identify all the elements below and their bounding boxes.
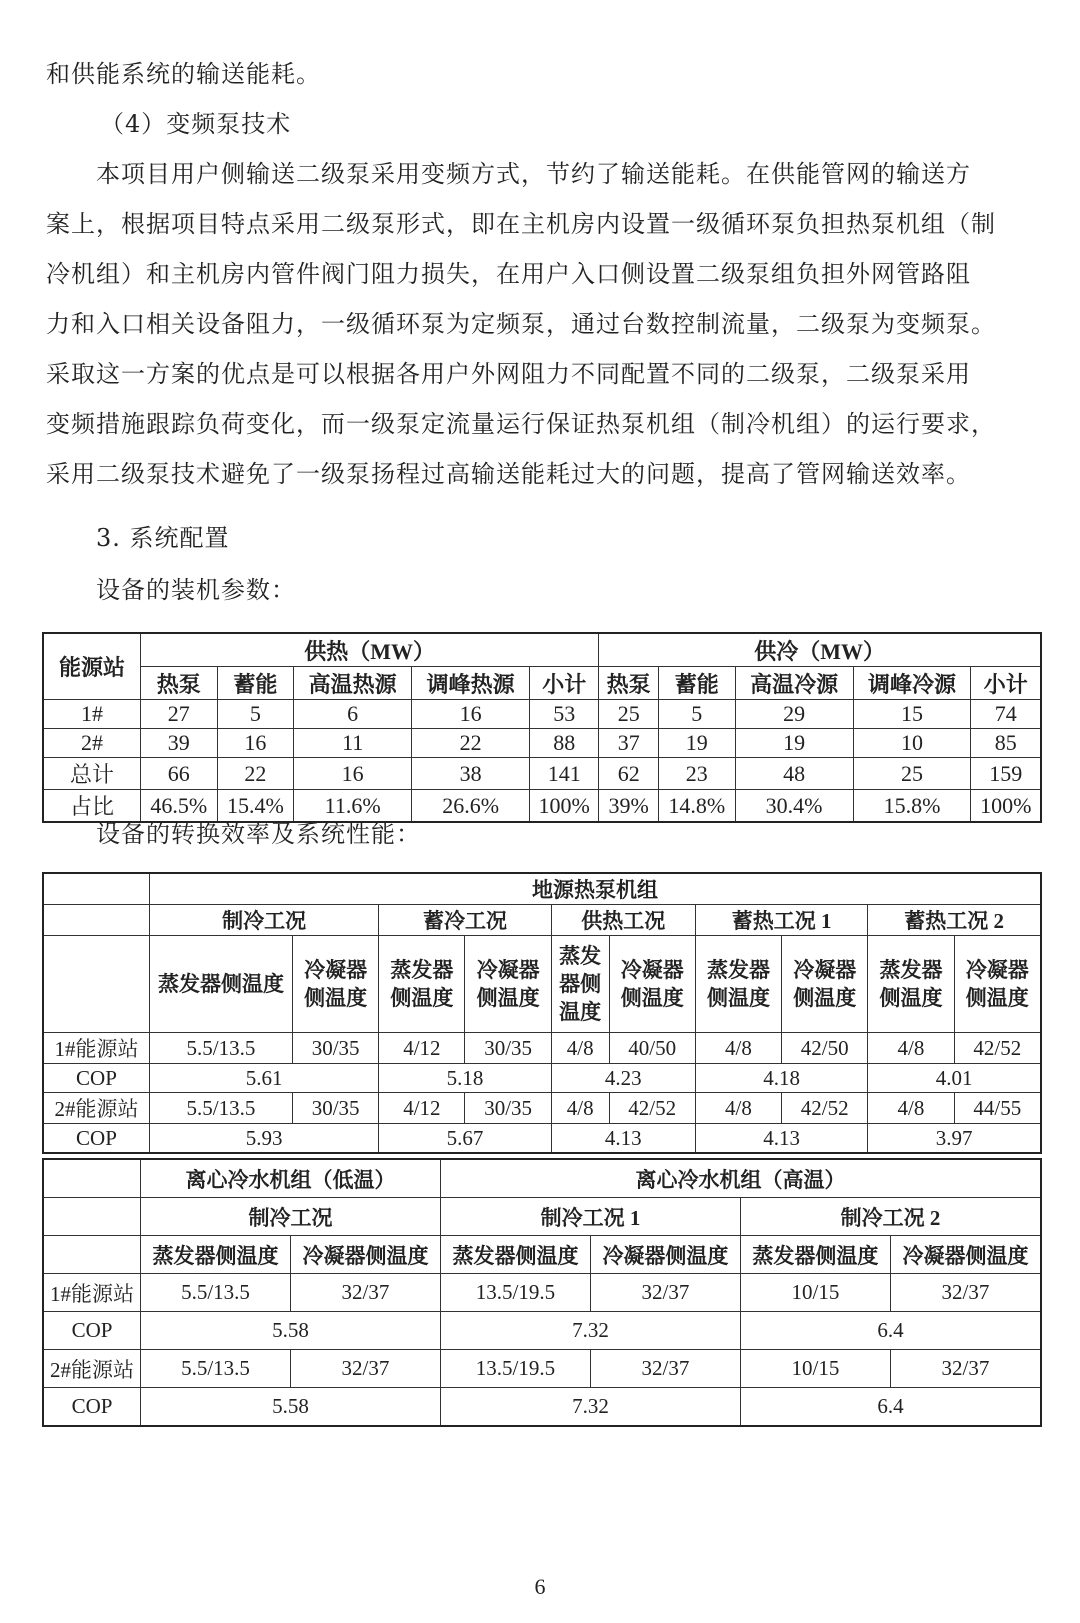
section-heading: （4）变频泵技术 <box>100 110 292 138</box>
cell: 5 <box>217 700 294 729</box>
row-label: 2#能源站 <box>43 1093 149 1124</box>
cell: 5.5/13.5 <box>149 1093 292 1124</box>
cop-cell: 4.23 <box>551 1064 695 1093</box>
sub-header: 冷凝器侧温度 <box>782 936 868 1033</box>
section-heading: 3. 系统配置 <box>96 524 230 552</box>
row-label: COP <box>43 1064 149 1093</box>
table-row <box>43 1033 1041 1064</box>
mode-header: 制冷工况 <box>141 1198 441 1236</box>
corner-cell <box>43 873 149 905</box>
cell: 46.5% <box>141 790 218 823</box>
sub-header: 蒸发器侧温度 <box>740 1236 890 1274</box>
table-row <box>43 1312 1041 1350</box>
cell: 10/15 <box>740 1350 890 1388</box>
row-label: 1#能源站 <box>43 1274 141 1312</box>
table-row <box>43 1388 1041 1427</box>
cell: 42/52 <box>954 1033 1041 1064</box>
cell: 4/12 <box>379 1033 465 1064</box>
header-cell: 蓄能 <box>659 667 736 700</box>
cell: 159 <box>971 758 1041 790</box>
cell: 85 <box>971 729 1041 758</box>
cop-cell: 5.61 <box>149 1064 378 1093</box>
table-caption: 设备的装机参数： <box>96 576 296 604</box>
table-row <box>43 1064 1041 1093</box>
header-cell: 蓄能 <box>217 667 294 700</box>
header-heat: 供热（MW） <box>141 633 599 667</box>
cell: 42/50 <box>782 1033 868 1064</box>
sub-header: 冷凝器侧温度 <box>590 1236 740 1274</box>
group-header: 离心冷水机组（高温） <box>440 1159 1041 1198</box>
cell: 4/8 <box>551 1093 609 1124</box>
cell: 32/37 <box>590 1350 740 1388</box>
table-row <box>43 1350 1041 1388</box>
cell: 48 <box>735 758 853 790</box>
cell: 22 <box>412 729 530 758</box>
cell: 5.5/13.5 <box>141 1274 291 1312</box>
cop-cell: 5.93 <box>149 1124 378 1154</box>
cell: 141 <box>530 758 599 790</box>
paragraph-line: 案上，根据项目特点采用二级泵形式，即在主机房内设置一级循环泵负担热泵机组（制 <box>46 210 996 238</box>
cell: 4/8 <box>695 1033 781 1064</box>
cell: 32/37 <box>890 1274 1041 1312</box>
cell: 25 <box>853 758 971 790</box>
cell: 44/55 <box>954 1093 1041 1124</box>
row-label: 2#能源站 <box>43 1350 141 1388</box>
table-row <box>43 758 1041 790</box>
cell: 30/35 <box>292 1093 378 1124</box>
sub-header: 冷凝器侧温度 <box>609 936 695 1033</box>
row-label: 1#能源站 <box>43 1033 149 1064</box>
cell: 19 <box>659 729 736 758</box>
cell: 15 <box>853 700 971 729</box>
cell: 16 <box>294 758 412 790</box>
cell: 32/37 <box>890 1350 1041 1388</box>
sub-header: 冷凝器侧温度 <box>954 936 1041 1033</box>
cell: 30/35 <box>465 1093 551 1124</box>
cell: 15.8% <box>853 790 971 823</box>
cop-cell: 4.13 <box>551 1124 695 1154</box>
cell: 6 <box>294 700 412 729</box>
cell: 4/12 <box>379 1093 465 1124</box>
row-label: COP <box>43 1124 149 1154</box>
mode-header: 蓄热工况 1 <box>695 905 868 936</box>
cell: 14.8% <box>659 790 736 823</box>
cell: 74 <box>971 700 1041 729</box>
cop-cell: 5.67 <box>379 1124 552 1154</box>
sub-header: 冷凝器侧温度 <box>890 1236 1041 1274</box>
table-caption: 设备的转换效率及系统性能： <box>96 820 421 848</box>
cell: 42/52 <box>782 1093 868 1124</box>
sub-header: 冷凝器侧温度 <box>292 936 378 1033</box>
cell: 16 <box>412 700 530 729</box>
corner-cell <box>43 1159 141 1198</box>
row-label: 占比 <box>43 790 141 823</box>
centrifugal-chiller-table <box>42 1158 1042 1427</box>
cell: 30/35 <box>292 1033 378 1064</box>
cell: 13.5/19.5 <box>440 1350 590 1388</box>
paragraph-line: 采用二级泵技术避免了一级泵扬程过高输送能耗过大的问题，提高了管网输送效率。 <box>46 460 971 488</box>
cell: 26.6% <box>412 790 530 823</box>
cell: 4/8 <box>695 1093 781 1124</box>
sub-header: 蒸发器侧温度 <box>141 1236 291 1274</box>
cop-cell: 5.58 <box>141 1312 441 1350</box>
header-cell: 小计 <box>530 667 599 700</box>
cell: 11 <box>294 729 412 758</box>
cell: 5.5/13.5 <box>141 1350 291 1388</box>
cell: 10 <box>853 729 971 758</box>
sub-header: 蒸发器侧温度 <box>868 936 954 1033</box>
cell: 30.4% <box>735 790 853 823</box>
header-cell: 调峰冷源 <box>853 667 971 700</box>
mode-header: 蓄热工况 2 <box>868 905 1041 936</box>
mode-header: 供热工况 <box>551 905 695 936</box>
row-label: 2# <box>43 729 141 758</box>
cop-cell: 6.4 <box>740 1312 1041 1350</box>
cell: 30/35 <box>465 1033 551 1064</box>
sub-header: 蒸发器侧温度 <box>149 936 292 1033</box>
group-header: 地源热泵机组 <box>149 873 1041 905</box>
cell: 19 <box>735 729 853 758</box>
cell: 66 <box>141 758 218 790</box>
paragraph-line: 冷机组）和主机房内管件阀门阻力损失，在用户入口侧设置二级泵组负担外网管路阻 <box>46 260 971 288</box>
row-label: 1# <box>43 700 141 729</box>
cell: 100% <box>971 790 1041 823</box>
mode-header: 制冷工况 2 <box>740 1198 1041 1236</box>
sub-header: 冷凝器侧温度 <box>465 936 551 1033</box>
cell: 62 <box>599 758 659 790</box>
cell: 5.5/13.5 <box>149 1033 292 1064</box>
group-header: 离心冷水机组（低温） <box>141 1159 441 1198</box>
cell: 15.4% <box>217 790 294 823</box>
cell: 38 <box>412 758 530 790</box>
cell: 32/37 <box>290 1274 440 1312</box>
paragraph-line: 采取这一方案的优点是可以根据各用户外网阻力不同配置不同的二级泵，二级泵采用 <box>46 360 971 388</box>
cell: 11.6% <box>294 790 412 823</box>
cell: 23 <box>659 758 736 790</box>
cop-cell: 4.18 <box>695 1064 868 1093</box>
cell: 88 <box>530 729 599 758</box>
row-label: 总计 <box>43 758 141 790</box>
mode-header: 制冷工况 1 <box>440 1198 740 1236</box>
header-cell: 小计 <box>971 667 1041 700</box>
sub-header: 冷凝器侧温度 <box>290 1236 440 1274</box>
cell: 22 <box>217 758 294 790</box>
table-row <box>43 700 1041 729</box>
mode-header: 蓄冷工况 <box>379 905 552 936</box>
cell: 39 <box>141 729 218 758</box>
cell: 25 <box>599 700 659 729</box>
paragraph-line: 和供能系统的输送能耗。 <box>46 60 321 88</box>
cell: 16 <box>217 729 294 758</box>
cell: 4/8 <box>551 1033 609 1064</box>
cell: 32/37 <box>290 1350 440 1388</box>
sub-header: 蒸发器侧温度 <box>440 1236 590 1274</box>
cell: 100% <box>530 790 599 823</box>
header-cell: 高温冷源 <box>735 667 853 700</box>
cop-cell: 6.4 <box>740 1388 1041 1427</box>
cop-cell: 3.97 <box>868 1124 1041 1154</box>
header-cool: 供冷（MW） <box>599 633 1041 667</box>
installed-capacity-table <box>42 632 1042 823</box>
table-row <box>43 1093 1041 1124</box>
cell: 40/50 <box>609 1033 695 1064</box>
corner-cell <box>43 1236 141 1274</box>
header-cell: 热泵 <box>141 667 218 700</box>
sub-header: 蒸发器侧温度 <box>379 936 465 1033</box>
page-number: 6 <box>534 1574 546 1599</box>
sub-header: 蒸发器侧温度 <box>551 936 609 1033</box>
corner-cell <box>43 1198 141 1236</box>
cop-cell: 7.32 <box>440 1312 740 1350</box>
paragraph-line: 本项目用户侧输送二级泵采用变频方式，节约了输送能耗。在供能管网的输送方 <box>96 160 971 188</box>
table-row <box>43 729 1041 758</box>
sub-header: 蒸发器侧温度 <box>695 936 781 1033</box>
header-cell: 调峰热源 <box>412 667 530 700</box>
row-label: COP <box>43 1312 141 1350</box>
cop-cell: 5.18 <box>379 1064 552 1093</box>
row-label: COP <box>43 1388 141 1427</box>
cop-cell: 7.32 <box>440 1388 740 1427</box>
cell: 53 <box>530 700 599 729</box>
header-cell: 热泵 <box>599 667 659 700</box>
cell: 42/52 <box>609 1093 695 1124</box>
table-row <box>43 1124 1041 1154</box>
cop-cell: 4.01 <box>868 1064 1041 1093</box>
cop-cell: 5.58 <box>141 1388 441 1427</box>
header-cell: 高温热源 <box>294 667 412 700</box>
paragraph-line: 力和入口相关设备阻力，一级循环泵为定频泵，通过台数控制流量，二级泵为变频泵。 <box>46 310 996 338</box>
ground-source-heat-pump-table <box>42 872 1042 1154</box>
cell: 32/37 <box>590 1274 740 1312</box>
corner-cell <box>43 905 149 936</box>
paragraph-line: 变频措施跟踪负荷变化，而一级泵定流量运行保证热泵机组（制冷机组）的运行要求， <box>46 410 996 438</box>
cell: 10/15 <box>740 1274 890 1312</box>
corner-cell <box>43 936 149 1033</box>
cell: 37 <box>599 729 659 758</box>
mode-header: 制冷工况 <box>149 905 378 936</box>
cell: 13.5/19.5 <box>440 1274 590 1312</box>
cop-cell: 4.13 <box>695 1124 868 1154</box>
cell: 29 <box>735 700 853 729</box>
cell: 39% <box>599 790 659 823</box>
cell: 4/8 <box>868 1033 954 1064</box>
table-row <box>43 1274 1041 1312</box>
cell: 4/8 <box>868 1093 954 1124</box>
cell: 5 <box>659 700 736 729</box>
cell: 27 <box>141 700 218 729</box>
header-station: 能源站 <box>43 633 141 700</box>
